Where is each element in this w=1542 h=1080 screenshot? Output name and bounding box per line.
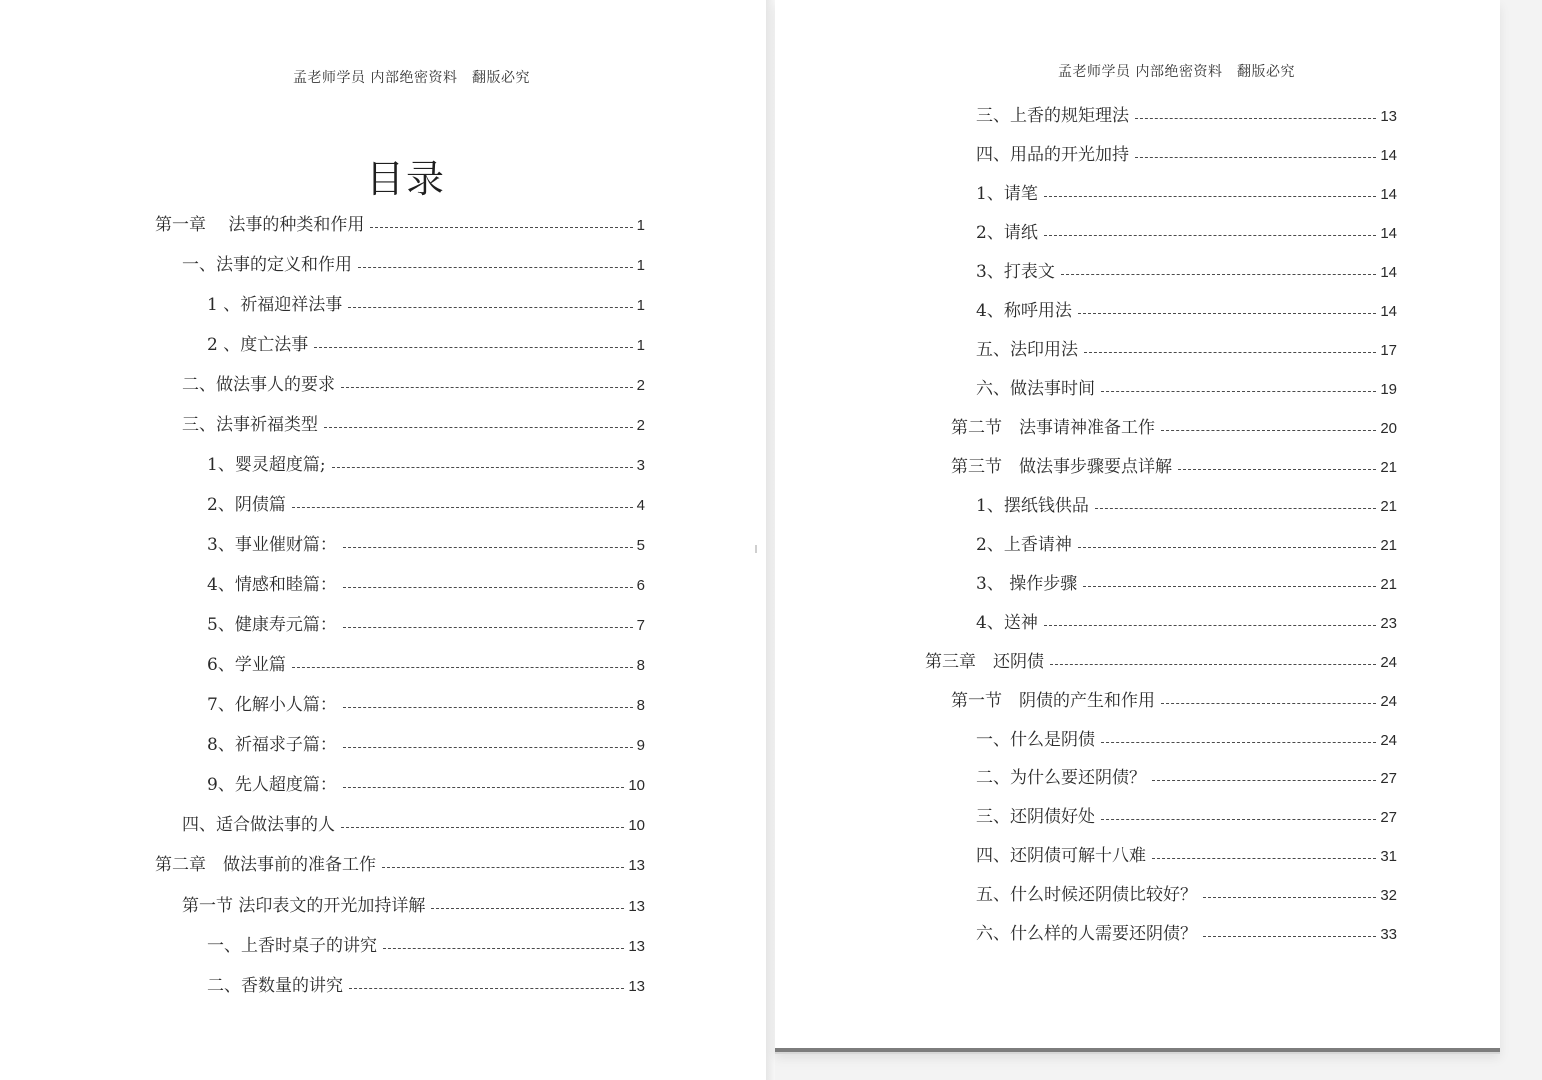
toc-entry	[925, 651, 1397, 673]
dot-leader	[1178, 468, 1376, 470]
toc-entry-label: 8、祈福求子篇：	[207, 735, 337, 755]
toc-entry-page: 27	[1380, 809, 1397, 826]
toc-entry-page: 8	[636, 657, 645, 674]
toc-entry	[182, 414, 645, 436]
toc-entry-label: 一、什么是阴债	[976, 730, 1095, 750]
toc-entry-label: 4、称呼用法	[976, 301, 1072, 321]
dot-leader	[292, 666, 633, 668]
toc-entry-page: 21	[1380, 537, 1397, 554]
dot-leader	[1044, 195, 1376, 197]
dot-leader	[1101, 390, 1376, 392]
toc-entry	[976, 845, 1397, 867]
toc-entry-page: 32	[1380, 887, 1397, 904]
toc-entry	[976, 534, 1397, 556]
toc-entry-page: 14	[1380, 264, 1397, 281]
dot-leader	[349, 987, 624, 989]
toc-entry-label: 第二章 做法事前的准备工作	[155, 855, 376, 875]
toc-entry-label: 第一节 法印表文的开光加持详解	[182, 896, 426, 916]
toc-entry-label: 3、 操作步骤	[976, 574, 1078, 594]
toc-entry	[155, 854, 645, 876]
toc-entry-label: 1、婴灵超度篇;	[207, 455, 326, 475]
toc-entry-label: 4、送神	[976, 613, 1038, 633]
toc-entry-page: 13	[628, 898, 645, 915]
dot-leader	[1152, 779, 1376, 781]
toc-entry-label: 四、用品的开光加持	[976, 145, 1129, 165]
toc-entry-page: 21	[1380, 498, 1397, 515]
toc-entry	[976, 261, 1397, 283]
toc-entry-label: 5、健康寿元篇：	[207, 615, 337, 635]
toc-entry-label: 2、上香请神	[976, 535, 1072, 555]
dot-leader	[1101, 818, 1376, 820]
toc-entry	[976, 612, 1397, 634]
dot-leader	[314, 346, 632, 348]
toc-entry-label: 六、什么样的人需要还阴债？	[976, 924, 1197, 944]
dot-leader	[341, 826, 624, 828]
dot-leader	[1161, 702, 1376, 704]
toc-entry-label: 一、法事的定义和作用	[182, 255, 352, 275]
toc-entry-label: 第一章 法事的种类和作用	[155, 215, 365, 235]
dot-leader	[1078, 546, 1376, 548]
toc-entry-page: 13	[628, 857, 645, 874]
toc-entry-label: 2 、度亡法事	[207, 335, 309, 355]
toc-entry-label: 7、化解小人篇：	[207, 695, 337, 715]
dot-leader	[343, 786, 624, 788]
toc-entry-page: 2	[636, 417, 645, 434]
toc-entry-page: 14	[1380, 147, 1397, 164]
toc-entry	[976, 884, 1397, 906]
toc-entry	[951, 456, 1397, 478]
toc-entry	[182, 895, 645, 917]
toc-entry	[182, 254, 645, 276]
toc-entry-label: 3、事业催财篇：	[207, 535, 337, 555]
toc-entry	[207, 294, 645, 316]
toc-entry-page: 21	[1380, 576, 1397, 593]
dot-leader	[292, 506, 633, 508]
toc-entry-page: 31	[1380, 848, 1397, 865]
dot-leader	[383, 947, 624, 949]
toc-entry-label: 第二节 法事请神准备工作	[951, 418, 1155, 438]
toc-entry	[976, 495, 1397, 517]
toc-entry-page: 1	[636, 297, 645, 314]
toc-entry-page: 21	[1380, 459, 1397, 476]
dot-leader	[1095, 507, 1376, 509]
dot-leader	[1050, 663, 1376, 665]
toc-entry-page: 24	[1380, 693, 1397, 710]
dot-leader	[1084, 351, 1376, 353]
toc-entry-page: 19	[1380, 381, 1397, 398]
toc-entry-label: 六、做法事时间	[976, 379, 1095, 399]
toc-entry-label: 一、上香时桌子的讲究	[207, 936, 377, 956]
right-page	[775, 0, 1500, 1052]
toc-entry-label: 第三节 做法事步骤要点详解	[951, 457, 1172, 477]
toc-entry-label: 四、还阴债可解十八难	[976, 846, 1146, 866]
toc-entry	[976, 339, 1397, 361]
toc-entry	[207, 454, 645, 476]
toc-entry	[976, 105, 1397, 127]
dot-leader	[343, 706, 633, 708]
toc-entry-label: 二、香数量的讲究	[207, 976, 343, 996]
toc-entry-label: 五、什么时候还阴债比较好？	[976, 885, 1197, 905]
toc-entry	[951, 690, 1397, 712]
dot-leader	[382, 866, 624, 868]
toc-entry-page: 5	[636, 537, 645, 554]
toc-entry	[207, 734, 645, 756]
toc-entry	[207, 774, 645, 796]
dot-leader	[1152, 857, 1376, 859]
toc-entry-label: 1、请笔	[976, 184, 1038, 204]
dot-leader	[348, 306, 632, 308]
dot-leader	[1101, 741, 1376, 743]
toc-entry-page: 10	[628, 777, 645, 794]
dot-leader	[324, 426, 633, 428]
toc-entry-label: 4、情感和睦篇：	[207, 575, 337, 595]
toc-entry	[207, 694, 645, 716]
toc-entry-page: 27	[1380, 770, 1397, 787]
toc-entry	[207, 494, 645, 516]
page-header: 孟老师学员 内部绝密资料 翻版必究	[1058, 64, 1295, 80]
toc-entry-label: 1、摆纸钱供品	[976, 496, 1089, 516]
toc-entry	[207, 654, 645, 676]
toc-entry-label: 四、适合做法事的人	[182, 815, 335, 835]
toc-entry	[976, 144, 1397, 166]
toc-entry-label: 2、请纸	[976, 223, 1038, 243]
toc-entry-label: 二、为什么要还阴债？	[976, 768, 1146, 788]
toc-entry	[207, 935, 645, 957]
toc-entry-label: 二、做法事人的要求	[182, 375, 335, 395]
toc-entry	[976, 729, 1397, 751]
dot-leader	[1203, 935, 1376, 937]
dot-leader	[358, 266, 633, 268]
toc-entry-page: 9	[636, 737, 645, 754]
scan-mark	[755, 545, 757, 553]
toc-entry	[182, 374, 645, 396]
dot-leader	[343, 746, 633, 748]
toc-entry-page: 33	[1380, 926, 1397, 943]
dot-leader	[1044, 234, 1376, 236]
toc-entry	[207, 574, 645, 596]
toc-entry-page: 8	[636, 697, 645, 714]
toc-entry-page: 3	[636, 457, 645, 474]
toc-entry-page: 10	[628, 817, 645, 834]
toc-entry-page: 14	[1380, 303, 1397, 320]
toc-entry	[976, 806, 1397, 828]
toc-entry-label: 3、打表文	[976, 262, 1055, 282]
toc-entry-label: 第三章 还阴债	[925, 652, 1044, 672]
dot-leader	[341, 386, 633, 388]
dot-leader	[1078, 312, 1376, 314]
toc-entry-label: 第一节 阴债的产生和作用	[951, 691, 1155, 711]
toc-entry	[976, 183, 1397, 205]
toc-entry-page: 13	[628, 978, 645, 995]
toc-entry-page: 4	[636, 497, 645, 514]
toc-entry-page: 1	[636, 337, 645, 354]
toc-entry	[976, 767, 1397, 789]
toc-entry-page: 24	[1380, 654, 1397, 671]
dot-leader	[1135, 117, 1376, 119]
dot-leader	[1161, 429, 1376, 431]
page-gutter	[766, 0, 775, 1080]
toc-entry-page: 13	[1380, 108, 1397, 125]
toc-entry-page: 1	[636, 257, 645, 274]
toc-entry-label: 1 、祈福迎祥法事	[207, 295, 343, 315]
dot-leader	[370, 226, 632, 228]
toc-entry	[207, 614, 645, 636]
toc-entry-label: 6、学业篇	[207, 655, 286, 675]
toc-entry	[976, 923, 1397, 945]
toc-entry-page: 24	[1380, 732, 1397, 749]
toc-entry	[207, 534, 645, 556]
toc-entry	[207, 975, 645, 997]
toc-entry	[976, 222, 1397, 244]
toc-entry-page: 14	[1380, 225, 1397, 242]
toc-entry-label: 2、阴债篇	[207, 495, 286, 515]
toc-entry-label: 三、法事祈福类型	[182, 415, 318, 435]
toc-entry-page: 14	[1380, 186, 1397, 203]
dot-leader	[1044, 624, 1376, 626]
toc-entry	[976, 378, 1397, 400]
left-page	[0, 0, 766, 1080]
toc-entry-label: 三、还阴债好处	[976, 807, 1095, 827]
toc-entry-page: 23	[1380, 615, 1397, 632]
dot-leader	[1135, 156, 1376, 158]
toc-entry-page: 2	[636, 377, 645, 394]
toc-entry	[951, 417, 1397, 439]
dot-leader	[1061, 273, 1376, 275]
toc-title: 目录	[366, 157, 447, 201]
toc-entry-page: 6	[636, 577, 645, 594]
toc-entry-label: 9、先人超度篇：	[207, 775, 337, 795]
toc-entry	[207, 334, 645, 356]
dot-leader	[343, 586, 633, 588]
toc-entry-page: 1	[636, 217, 645, 234]
dot-leader	[343, 626, 633, 628]
toc-entry-page: 13	[628, 938, 645, 955]
toc-entry-label: 五、法印用法	[976, 340, 1078, 360]
dot-leader	[1203, 896, 1376, 898]
page-header: 孟老师学员 内部绝密资料 翻版必究	[293, 70, 530, 86]
dot-leader	[431, 907, 624, 909]
toc-entry-page: 17	[1380, 342, 1397, 359]
toc-entry	[976, 573, 1397, 595]
dot-leader	[1083, 585, 1376, 587]
toc-entry	[155, 214, 645, 236]
toc-entry-page: 20	[1380, 420, 1397, 437]
dot-leader	[343, 546, 633, 548]
toc-entry-page: 7	[636, 617, 645, 634]
dot-leader	[332, 466, 633, 468]
toc-entry-label: 三、上香的规矩理法	[976, 106, 1129, 126]
toc-entry	[182, 814, 645, 836]
toc-entry	[976, 300, 1397, 322]
